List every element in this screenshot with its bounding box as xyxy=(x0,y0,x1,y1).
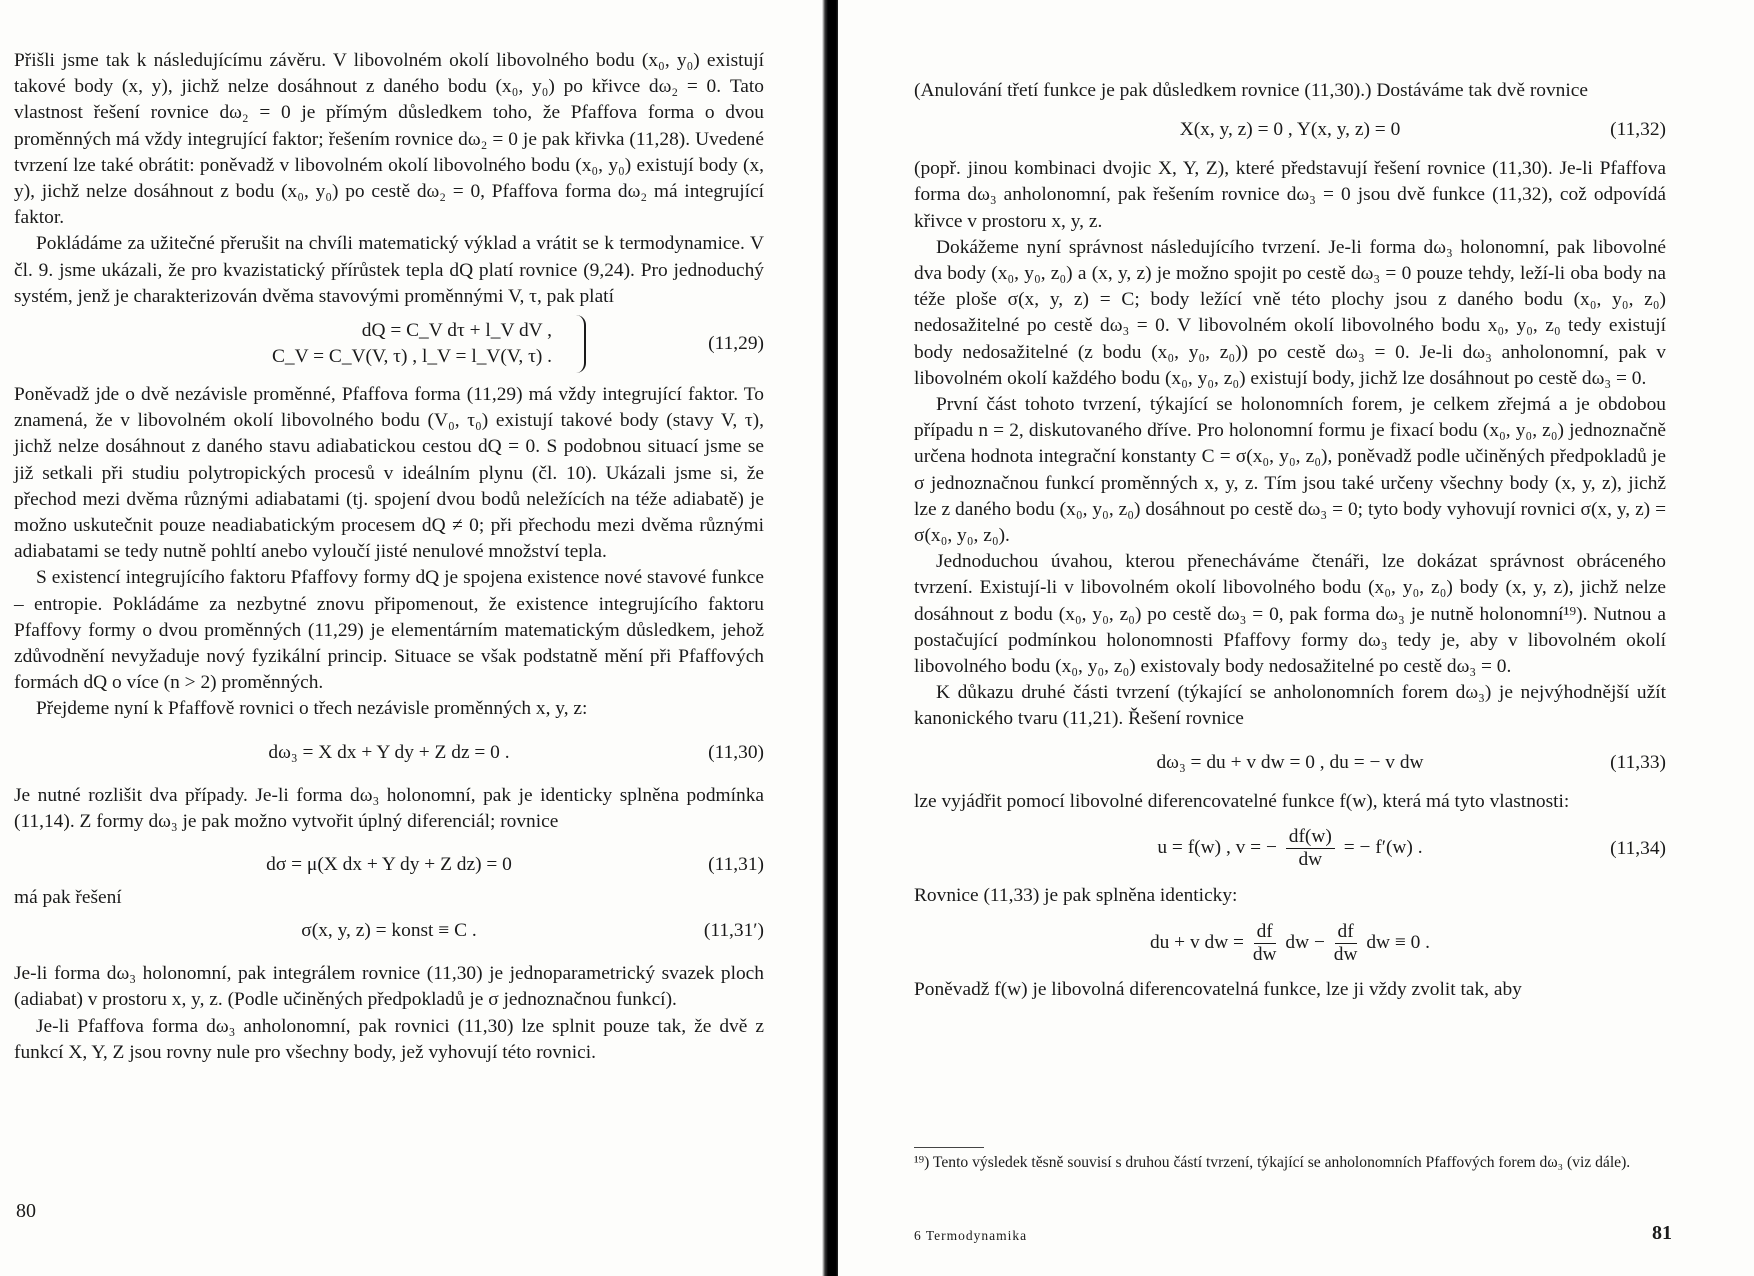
equation-part: dw − xyxy=(1285,931,1325,953)
paragraph: Poněvadž f(w) je libovolná diferencovatelná funkce, lze ji vždy zvolit tak, aby xyxy=(914,979,1522,1001)
right-page xyxy=(838,0,1754,1276)
equation-part: = − f′(w) . xyxy=(1343,837,1423,859)
fraction xyxy=(1286,826,1335,871)
right-text-column xyxy=(914,78,1666,1003)
equation-11-29 xyxy=(14,316,764,372)
fraction-denominator: dw xyxy=(1333,943,1358,965)
signature-mark: 6 Termodynamika xyxy=(914,1228,1028,1243)
fraction-numerator: df(w) xyxy=(1286,826,1335,849)
paragraph: Je-li Pfaffova forma dω₃ anholonomní, pak rovnici (11,30) lze splnit pouze tak, že dvě z funkcí X, Y, Z jsou rovny nule pro všechny body, jež vyhovují této rovnici. xyxy=(14,1015,764,1063)
page-number-left: 80 xyxy=(16,1200,36,1222)
equation-number: (11,33) xyxy=(1610,751,1666,773)
equation-body xyxy=(1157,826,1422,871)
fraction-denominator: dw xyxy=(1298,849,1323,871)
equation-number: (11,30) xyxy=(708,741,764,763)
paragraph: První část tohoto tvrzení, týkající se holonomních forem, je celkem zřejmá a je obdobou případu n = 2, diskutovaného dříve. Pro holonomní formu je fixací bodu (x₀, y₀, z₀) jednoznačně určena hodnota integrační konstanty C = σ(x₀, y₀, z₀), poněvadž podle učiněných předpokladů je σ jednoznačnou funkcí proměnných x, y, z. Tím jsou také určeny všechny body (x, y, z), jichž lze z daného bodu (x₀, y₀, z₀) dosáhnout po cestě dω₃ = 0; tyto body vyhovují rovnici σ(x, y, z) = σ(x₀, y₀, z₀). xyxy=(914,394,1666,547)
footnote: ¹⁹) Tento výsledek těsně souvisí s druhou částí tvrzení, týkající se anholonomních Pfaffových forem dω₃ (viz dále). xyxy=(914,1154,1631,1171)
equation-identity xyxy=(914,915,1666,971)
equation-line: dQ = C_V dτ + l_V dV , xyxy=(361,319,553,341)
equation-11-30 xyxy=(14,733,764,773)
paragraph: (Anulování třetí funkce je pak důsledkem rovnice (11,30).) Dostáváme tak dvě rovnice xyxy=(914,80,1588,101)
paragraph: Dokážeme nyní správnost následujícího tvrzení. Je-li forma dω₃ holonomní, pak libovolné dva body (x₀, y₀, z₀) a (x, y, z) je možno spojit po cestě dω₃ = 0 pouze tehdy, leží-li oba body na téže ploše σ(x, y, z) = C; body ležící vně této plochy jsou z daného bodu (x₀, y₀, z₀) nedosažitelné po cestě dω₃ = 0. V libovolném okolí libovolného bodu x₀, y₀, z₀ tedy existují body nedosažitelné (z bodu (x₀, y₀, z₀)) po cestě dω₃ = 0. Je-li dω₃ anholonomní, pak v libovolném okolí každého bodu (x₀, y₀, z₀) existují body, jichž lze dosáhnout po cestě dω₃ = 0. xyxy=(914,236,1667,389)
paragraph: Je nutné rozlišit dva případy. Je-li forma dω₃ holonomní, pak je identicky splněna podmínka (11,14). Z formy dω₃ je pak možno vytvořit úplný diferenciál; rovnice xyxy=(14,784,764,832)
equation-number: (11,31) xyxy=(708,853,764,875)
paragraph: Je-li forma dω₃ holonomní, pak integrálem rovnice (11,30) je jednoparametrický svazek ploch (adiabat) v prostoru x, y, z. (Podle učiněných předpokladů je σ jednoznačnou funkcí). xyxy=(14,963,764,1011)
paragraph: Přejdeme nyní k Pfaffově rovnici o třech nezávisle proměnných x, y, z: xyxy=(36,698,588,720)
fraction-numerator: df xyxy=(1254,921,1276,944)
paragraph: Jednoduchou úvahou, kterou přenecháváme čtenáři, lze dokázat správnost obráceného tvrzení. Existují-li v libovolném okolí libovolného bodu (x₀, y₀, z₀) body (x, y, z), jichž nelze dosáhnout z bodu (x₀, y₀, z₀) po cestě dω₃ = 0, pak forma dω₃ je nutně holonomní¹⁹). Nutnou a postačující podmínkou holonomnosti Pfaffovy formy dω₃ tedy je, aby v libovolném okolí libovolného bodu (x₀, y₀, z₀) existovaly body nedosažitelné po cestě dω₃ = 0. xyxy=(914,551,1666,678)
equation-system xyxy=(272,315,586,373)
brace-icon xyxy=(570,315,586,373)
fraction xyxy=(1253,921,1277,966)
paragraph: Přišli jsme tak k následujícímu závěru. V libovolném okolí libovolného bodu (x₀, y₀) existují takové body (x, y), jichž nelze dosáhnout z daného bodu (x₀, y₀) po křivce dω₂ = 0. Tato vlastnost řešení rovnice dω₂ = 0 je přímým důsledkem toho, že Pfaffova forma o dvou proměnných má vždy integrující faktor; řešením rovnice dω₂ = 0 je pak křivka (11,28). Uvedené tvrzení lze také obrátit: poněvadž v libovolném okolí libovolného bodu (x₀, y₀) existují body (x, y), jichž nelze dosáhnout z bodu (x₀, y₀) po cestě dω₂ = 0, Pfaffova forma dω₂ má integrující faktor. xyxy=(14,50,764,229)
paragraph: K důkazu druhé části tvrzení (týkající se anholonomních forem dω₃) je nejvýhodnější užít kanonického tvaru (11,21). Řešení rovnice xyxy=(914,682,1666,730)
equation-11-31 xyxy=(14,845,764,885)
equation-11-31-prime xyxy=(14,911,764,951)
equation-part: du + v dw = xyxy=(1149,931,1244,953)
equation-body xyxy=(1150,921,1430,966)
footnote-rule xyxy=(914,1147,984,1148)
page-number-right: 81 xyxy=(1652,1222,1672,1244)
paragraph: Poněvadž jde o dvě nezávisle proměnné, Pfaffova forma (11,29) má vždy integrující faktor. To znamená, že v libovolném okolí libovolného bodu (V₀, τ₀) existují takové body (stavy V, τ), jichž nelze dosáhnout z daného stavu adiabatickou cestou dQ = 0. S podobnou situací jsme se již setkali při studiu polytropických procesů v ideálním plynu (čl. 10). Ukázali jsme si, že přechod mezi dvěma různými adiabatami (tj. spojení dvou bodů neležících na téže adiabatě) je možno uskutečnit pouze neadiabatickým procesem dQ ≠ 0; při přechodu mezi dvěma různými adiabatami se tedy nutně pohltí anebo vyloučí jisté nenulové množství tepla. xyxy=(14,384,764,563)
equation-body: X(x, y, z) = 0 , Y(x, y, z) = 0 xyxy=(1179,119,1401,141)
equation-body: σ(x, y, z) = konst ≡ C . xyxy=(301,920,477,942)
fraction xyxy=(1334,921,1358,966)
equation-line: C_V = C_V(V, τ) , l_V = l_V(V, τ) . xyxy=(271,346,553,368)
equation-11-32 xyxy=(914,110,1666,150)
paragraph: (popř. jinou kombinaci dvojic X, Y, Z), které představují řešení rovnice (11,30). Je-li Pfaffova forma dω₃ anholonomní, pak řešením rovnice dω₃ = 0 jsou dvě funkce (11,32), což odpovídá křivce v prostoru x, y, z. xyxy=(914,158,1666,232)
equation-number: (11,34) xyxy=(1610,837,1666,859)
equation-body: dσ = μ(X dx + Y dy + Z dz) = 0 xyxy=(266,853,512,875)
paragraph: Pokládáme za užitečné přerušit na chvíli matematický výklad a vrátit se k termodynamice. V čl. 9. jsme ukázali, že pro kvazistatický přírůstek tepla dQ platí rovnice (9,24). Pro jednoduchý systém, jenž je charakterizován dvěma stavovými proměnnými V, τ, pak platí xyxy=(14,233,764,307)
equation-body: dω₃ = du + v dw = 0 , du = − v dw xyxy=(1156,751,1424,773)
fraction-denominator: dw xyxy=(1252,943,1277,965)
fraction-numerator: df xyxy=(1335,921,1357,944)
paragraph: S existencí integrujícího faktoru Pfaffovy formy dQ je spojena existence nové stavové funkce – entropie. Pokládáme za nezbytné znovu připomenout, že existence integrujícího faktoru Pfaffovy formy o dvou proměnných (11,29) je elementárním matematickým důsledkem, jehož zdůvodnění nevyžaduje nový fyzikální princip. Situace se však podstatně mění při Pfaffových formách dQ o více (n > 2) proměnných. xyxy=(14,567,764,694)
equation-body: dω₃ = X dx + Y dy + Z dz = 0 . xyxy=(268,741,510,763)
equation-part: u = f(w) , v = − xyxy=(1157,837,1277,859)
equation-part: dw ≡ 0 . xyxy=(1366,931,1431,953)
left-page xyxy=(0,0,826,1276)
equation-number: (11,29) xyxy=(708,332,764,354)
equation-number: (11,31′) xyxy=(703,920,764,942)
equation-11-33 xyxy=(914,743,1666,783)
equation-11-34 xyxy=(914,821,1666,877)
paragraph: Rovnice (11,33) je pak splněna identicky: xyxy=(914,884,1238,906)
paragraph: má pak řešení xyxy=(14,887,122,909)
paragraph: lze vyjádřit pomocí libovolné diferencovatelné funkce f(w), která má tyto vlastnosti: xyxy=(914,790,1570,812)
left-text-column xyxy=(14,48,764,1066)
equation-number: (11,32) xyxy=(1610,119,1666,141)
